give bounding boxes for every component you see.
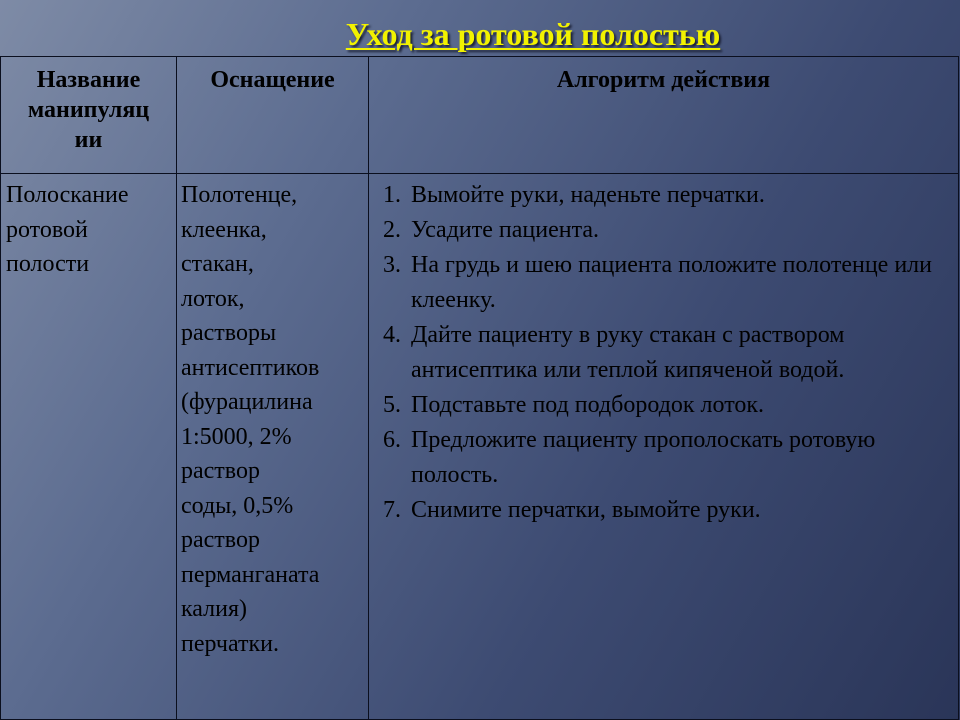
table-row	[1, 174, 959, 720]
cell-line: раствор	[181, 527, 260, 553]
cell-line: калия)	[181, 596, 248, 622]
header-algorithm	[369, 57, 959, 174]
cell-manipulation-name	[1, 174, 177, 720]
cell-line: растворы	[181, 320, 277, 346]
algorithm-step: 3. На грудь и шею пациента положите полотенце или клеенку.	[407, 248, 954, 318]
cell-line: перчатки.	[181, 630, 279, 657]
algorithm-steps-list	[373, 178, 954, 528]
procedure-table	[0, 56, 959, 720]
header-line: Алгоритм действия	[556, 67, 771, 93]
header-manipulation-name	[1, 57, 177, 174]
algorithm-step: 6. Предложите пациенту прополоскать ротовую полость.	[407, 423, 954, 493]
cell-line: стакан,	[181, 251, 254, 277]
slide-title: Уход за ротовой полостью	[345, 16, 721, 52]
cell-line: раствор	[181, 458, 260, 484]
header-line: манипуляц	[27, 97, 150, 123]
header-line: Оснащение	[210, 67, 335, 93]
cell-line: (фурацилина	[181, 389, 313, 415]
cell-line: перманганата	[181, 561, 320, 588]
algorithm-step: 4. Дайте пациенту в руку стакан с раствором антисептика или теплой кипяченой водой.	[407, 318, 954, 388]
cell-line: ротовой	[6, 216, 88, 243]
cell-line: лоток,	[181, 285, 245, 312]
cell-line: Полотенце,	[181, 182, 298, 208]
cell-line: клеенка,	[181, 216, 267, 243]
algorithm-step: 1. Вымойте руки, наденьте перчатки.	[407, 178, 954, 213]
cell-equipment	[177, 174, 369, 720]
algorithm-step: 5. Подставьте под подбородок лоток.	[407, 388, 954, 423]
algorithm-step: 7. Снимите перчатки, вымойте руки.	[407, 493, 954, 528]
slide-title-wrap	[0, 12, 960, 56]
table-header-row	[1, 57, 959, 174]
cell-line: антисептиков	[181, 354, 320, 381]
cell-algorithm	[369, 174, 959, 720]
cell-line: полости	[6, 251, 90, 277]
cell-line: Полоскание	[6, 182, 129, 208]
header-equipment	[177, 57, 369, 174]
header-line: ии	[74, 127, 103, 153]
cell-line: соды, 0,5%	[181, 492, 294, 519]
cell-line: 1:5000, 2%	[181, 423, 292, 450]
header-line: Название	[36, 67, 141, 93]
algorithm-step: 2. Усадите пациента.	[407, 213, 954, 248]
